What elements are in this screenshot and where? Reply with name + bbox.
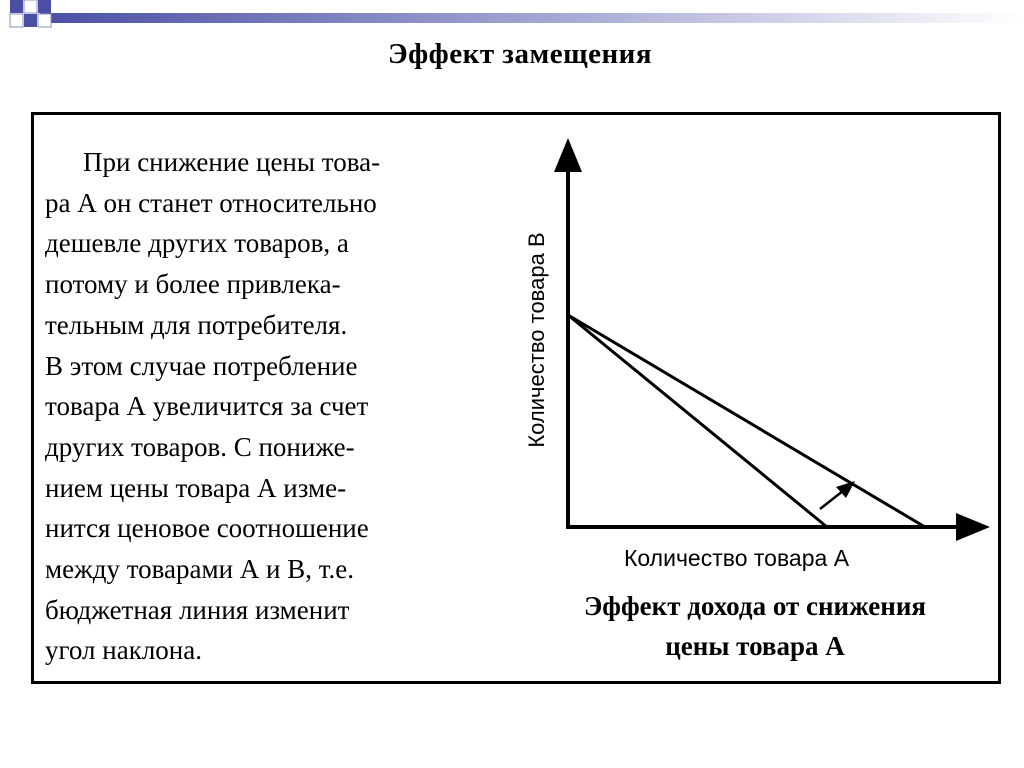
text-line: дешевле других товаров, а bbox=[45, 228, 349, 259]
slide-title: Эффект замещения bbox=[387, 38, 653, 70]
text-line: между товарами А и В, т.е. bbox=[45, 554, 355, 585]
x-axis-label: Количество товара А bbox=[624, 545, 850, 571]
header-gradient-bar bbox=[40, 13, 1024, 23]
diagram-caption bbox=[520, 586, 990, 666]
x-axis-arrowhead bbox=[956, 513, 990, 541]
deco-square-4 bbox=[24, 14, 37, 27]
explanation-text bbox=[45, 142, 485, 671]
text-line: бюджетная линия изменит bbox=[45, 594, 350, 625]
text-line: При снижение цены това- bbox=[83, 147, 381, 177]
deco-square-2 bbox=[24, 0, 37, 13]
text-line: ра А он станет относительно bbox=[45, 187, 377, 218]
header-decoration bbox=[0, 0, 1024, 32]
caption-line: цены товара А bbox=[665, 631, 845, 661]
budget-line-initial bbox=[568, 315, 827, 527]
text-line: тельным для потребителя. bbox=[45, 309, 348, 340]
y-axis-label: Количество товара В bbox=[524, 232, 549, 448]
deco-square-5 bbox=[10, 14, 23, 27]
budget-line-rotated bbox=[568, 315, 925, 527]
text-line: товара А увеличится за счет bbox=[45, 391, 369, 422]
text-line: других товаров. С пониже- bbox=[45, 431, 355, 462]
y-axis-arrowhead bbox=[554, 138, 582, 172]
text-line: нится ценовое соотношение bbox=[45, 513, 369, 544]
budget-line-diagram bbox=[510, 130, 1000, 570]
text-line: В этом случае потребление bbox=[45, 350, 358, 381]
caption-line: Эффект дохода от снижения bbox=[584, 591, 926, 621]
text-line: потому и более привлека- bbox=[45, 269, 341, 300]
text-line: нием цены товара А изме- bbox=[45, 472, 347, 503]
deco-square-6 bbox=[38, 14, 51, 27]
deco-square-3 bbox=[38, 0, 51, 13]
text-line: угол наклона. bbox=[45, 635, 202, 666]
deco-square-1 bbox=[10, 0, 23, 13]
